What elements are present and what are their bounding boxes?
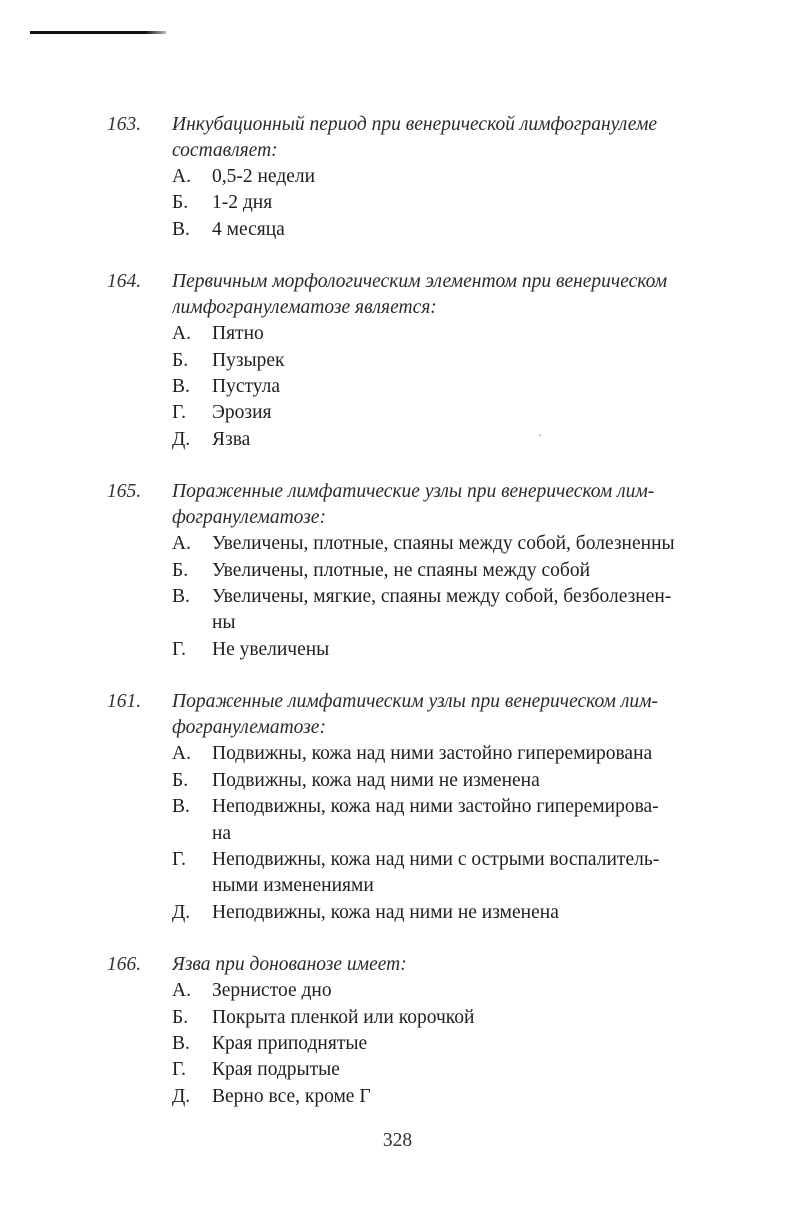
question-number: 164. [107,271,142,293]
answer-option [0,374,795,400]
option-letter: В. [172,1032,190,1054]
option-letter: Б. [172,349,189,371]
question-text-line: Пораженные лимфатические узлы при венерическом лим- [172,481,655,503]
answer-option [0,637,795,663]
question-text-line: составляет: [172,140,278,161]
option-text-line: Увеличены, плотные, не спаяны между собой [212,559,591,581]
option-text-line: Эрозия [212,402,272,424]
answer-option [0,558,795,584]
question-text-line: Пораженные лимфатическим узлы при венерическом лим- [172,691,659,713]
option-text-line: Язва [212,428,251,450]
answer-option [0,584,795,637]
option-letter: Д. [172,901,191,923]
question-header [0,479,795,531]
option-letter: Д. [172,1085,191,1107]
question-number: 161. [107,691,142,713]
option-text-line: Не увеличены [212,638,330,660]
option-text-line: на [212,822,232,844]
answer-options [0,741,795,926]
question-number: 163. [107,114,142,135]
option-letter: Б. [172,559,189,581]
option-letter: А. [172,743,191,765]
option-text-line: Неподвижны, кожа над ними застойно гиперемирова- [212,796,659,818]
answer-option [0,348,795,374]
option-text-line: Края приподнятые [212,1032,368,1054]
question-block [0,689,795,926]
option-text-line: Верно все, кроме Г [212,1085,371,1107]
question-number: 166. [107,954,142,976]
option-text-line: 4 месяца [212,218,285,240]
question-header [0,112,795,164]
answer-option [0,531,795,557]
answer-option [0,1031,795,1057]
answer-option [0,427,795,453]
option-text-line: Увеличены, мягкие, спаяны между собой, безболезнен- [212,586,672,608]
question-header [0,269,795,321]
question-block [0,479,795,663]
question-number: 165. [107,481,142,503]
question-block [0,952,795,1110]
answer-option [0,190,795,216]
question-text-line: Язва при донованозе имеет: [172,954,407,976]
question-text-line: фогранулематозе: [172,717,326,739]
question-text-line: Инкубационный период при венерической лимфогранулеме [172,114,658,135]
page-number: 328 [382,1130,413,1151]
answer-option [0,321,795,347]
answer-option [0,1005,795,1031]
option-text-line: 0,5-2 недели [212,166,316,187]
question-block [0,112,795,243]
option-letter: В. [172,376,190,398]
option-letter: Б. [172,1006,189,1028]
question-header [0,952,795,978]
option-letter: Б. [172,192,189,214]
answer-option [0,847,795,900]
option-letter: Д. [172,428,191,450]
option-text-line: Зернистое дно [212,980,332,1002]
question-text-line: лимфогранулематозе является: [172,297,437,319]
option-letter: В. [172,586,190,608]
option-letter: Г. [172,1059,186,1081]
answer-options [0,978,795,1110]
option-text-line: Подвижны, кожа над ними не изменена [212,769,540,791]
option-text-line: ны [212,612,236,634]
option-letter: В. [172,218,190,240]
answer-option [0,1057,795,1083]
answer-option [0,164,795,190]
option-letter: А. [172,323,191,345]
answer-option [0,768,795,794]
option-letter: А. [172,980,191,1002]
option-letter: Г. [172,848,186,870]
option-letter: Г. [172,402,186,424]
answer-options [0,164,795,243]
option-text-line: Пятно [212,323,264,345]
top-rule [30,31,166,34]
option-letter: В. [172,796,190,818]
option-letter: Б. [172,769,189,791]
option-text-line: Покрыта пленкой или корочкой [212,1006,475,1028]
option-text-line: Неподвижны, кожа над ними не изменена [212,901,559,923]
answer-options [0,321,795,453]
option-text-line: 1-2 дня [212,192,273,214]
option-text-line: Подвижны, кожа над ними застойно гиперемирована [212,743,653,765]
option-text-line: Пустула [212,376,281,398]
option-text-line: Края подрытые [212,1059,340,1081]
answer-option [0,741,795,767]
question-block [0,269,795,453]
answer-option [0,1084,795,1110]
answer-option [0,794,795,847]
option-letter: А. [172,533,191,555]
question-header [0,689,795,741]
answer-option [0,900,795,926]
option-letter: А. [172,166,191,187]
option-text-line: ными изменениями [212,875,374,897]
option-text-line: Пузырек [212,349,285,371]
question-list [0,112,795,1132]
option-letter: Г. [172,638,186,660]
option-text-line: Неподвижны, кожа над ними с острыми воспалитель- [212,848,660,870]
answer-option [0,978,795,1004]
option-text-line: Увеличены, плотные, спаяны между собой, болезненны [212,533,675,555]
question-text-line: Первичным морфологическим элементом при венерическом [172,271,668,293]
answer-options [0,531,795,663]
answer-option [0,400,795,426]
question-text-line: фогранулематозе: [172,507,326,529]
answer-option [0,217,795,243]
